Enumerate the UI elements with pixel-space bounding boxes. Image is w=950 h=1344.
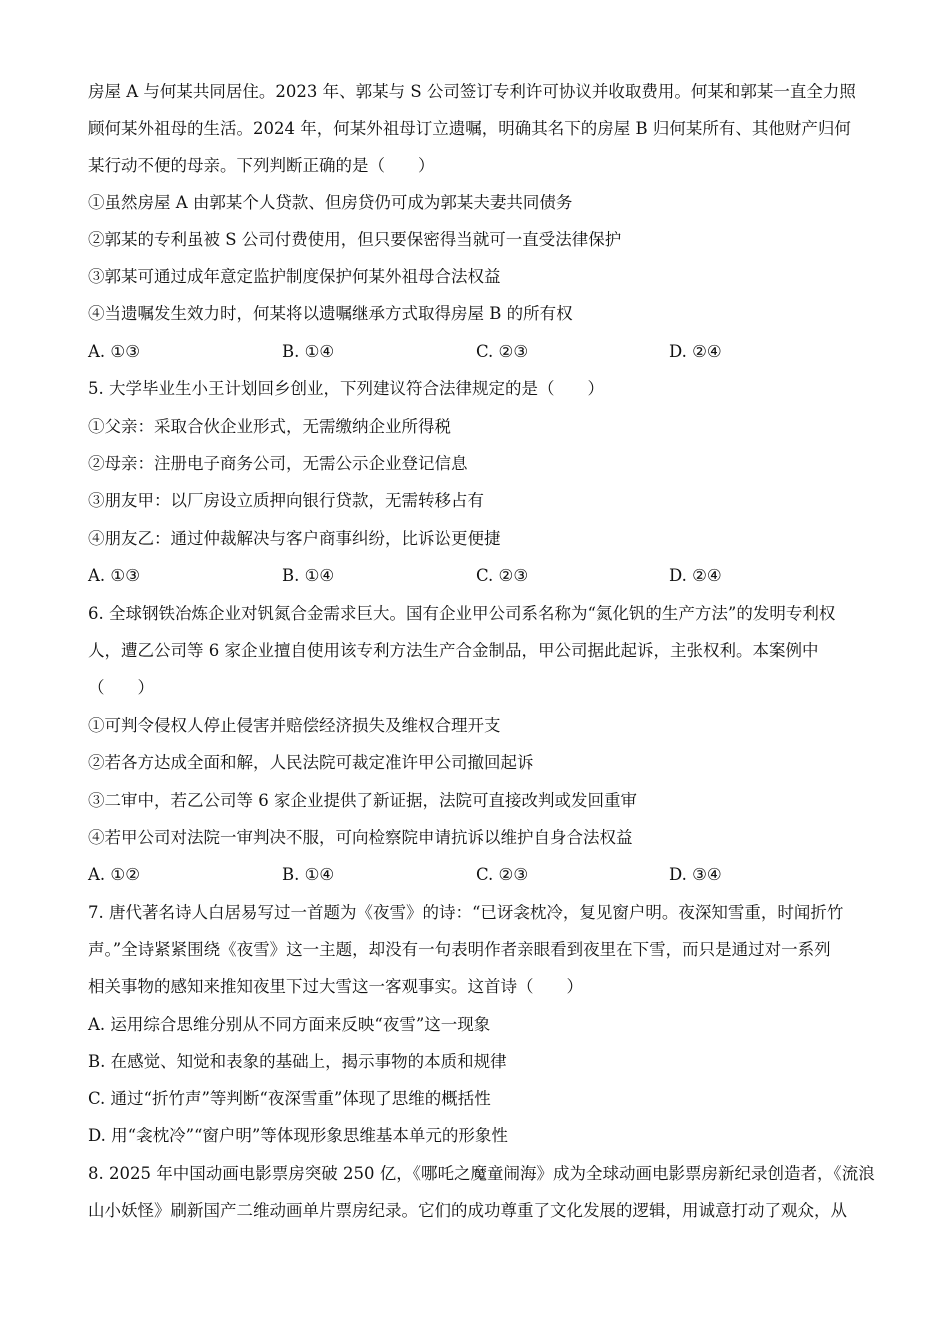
- q5-stem: 5. 大学毕业生小王计划回乡创业，下列建议符合法律规定的是（ ）: [88, 379, 604, 398]
- q6-statement: ④若甲公司对法院一审判决不服，可向检察院申请抗诉以维护自身合法权益: [88, 828, 633, 847]
- q4-statement: ②郭某的专利虽被 S 公司付费使用，但只要保密得当就可一直受法律保护: [88, 230, 622, 249]
- q5-option-c[interactable]: C. ②③: [476, 566, 529, 585]
- q6-stem-line: 6. 全球钢铁冶炼企业对钒氮合金需求巨大。国有企业甲公司系名称为“氮化钒的生产方法”的发明专利权: [88, 604, 836, 623]
- q7-stem-line: 相关事物的感知来推知夜里下过大雪这一客观事实。这首诗（ ）: [88, 977, 583, 996]
- q4-option-b[interactable]: B. ①④: [282, 342, 335, 361]
- q6-stem-line: （ ）: [88, 678, 154, 697]
- q4-option-d[interactable]: D. ②④: [669, 342, 722, 361]
- q5-statement: ①父亲：采取合伙企业形式，无需缴纳企业所得税: [88, 417, 451, 436]
- q4-option-a[interactable]: A. ①③: [88, 342, 140, 361]
- q6-statement: ②若各方达成全面和解，人民法院可裁定准许甲公司撤回起诉: [88, 753, 534, 772]
- q8-stem-line: 8. 2025 年中国动画电影票房突破 250 亿，《哪吒之魔童闹海》成为全球动画电影票房新纪录创造者，《流浪: [88, 1164, 875, 1183]
- q7-option-c[interactable]: C. 通过“折竹声”等判断“夜深雪重”体现了思维的概括性: [88, 1089, 491, 1108]
- q7-option-b[interactable]: B. 在感觉、知觉和表象的基础上，揭示事物的本质和规律: [88, 1052, 507, 1071]
- q4-stem-line: 房屋 A 与何某共同居住。2023 年、郭某与 S 公司签订专利许可协议并收取费用。何某和郭某一直全力照: [88, 82, 856, 101]
- q5-statement: ③朋友甲：以厂房设立质押向银行贷款，无需转移占有: [88, 491, 484, 510]
- q5-statement: ②母亲：注册电子商务公司，无需公示企业登记信息: [88, 454, 468, 473]
- q6-option-d[interactable]: D. ③④: [669, 865, 722, 884]
- q4-statement: ①虽然房屋 A 由郭某个人贷款、但房贷仍可成为郭某夫妻共同债务: [88, 193, 573, 212]
- q7-option-d[interactable]: D. 用“衾枕冷”“窗户明”等体现形象思维基本单元的形象性: [88, 1126, 508, 1145]
- q6-option-c[interactable]: C. ②③: [476, 865, 529, 884]
- q4-stem-line: 顾何某外祖母的生活。2024 年，何某外祖母订立遗嘱，明确其名下的房屋 B 归何某所有、其他财产归何: [88, 119, 851, 138]
- q7-stem-line: 声。”全诗紧紧围绕《夜雪》这一主题，却没有一句表明作者亲眼看到夜里在下雪，而只是通过对一系列: [88, 940, 831, 959]
- q6-option-b[interactable]: B. ①④: [282, 865, 335, 884]
- q4-statement: ④当遗嘱发生效力时，何某将以遗嘱继承方式取得房屋 B 的所有权: [88, 304, 573, 323]
- q7-option-a[interactable]: A. 运用综合思维分别从不同方面来反映“夜雪”这一现象: [88, 1015, 491, 1034]
- q5-option-b[interactable]: B. ①④: [282, 566, 335, 585]
- q4-option-c[interactable]: C. ②③: [476, 342, 529, 361]
- q5-statement: ④朋友乙：通过仲裁解决与客户商事纠纷，比诉讼更便捷: [88, 529, 501, 548]
- q4-statement: ③郭某可通过成年意定监护制度保护何某外祖母合法权益: [88, 267, 501, 286]
- q7-stem-line: 7. 唐代著名诗人白居易写过一首题为《夜雪》的诗：“已讶衾枕冷，复见窗户明。夜深知雪重，时闻折竹: [88, 903, 844, 922]
- q6-stem-line: 人，遭乙公司等 6 家企业擅自使用该专利方法生产合金制品，甲公司据此起诉，主张权利。本案例中: [88, 641, 819, 660]
- q6-option-a[interactable]: A. ①②: [88, 865, 140, 884]
- q6-statement: ③二审中，若乙公司等 6 家企业提供了新证据，法院可直接改判或发回重审: [88, 791, 637, 810]
- q6-statement: ①可判令侵权人停止侵害并赔偿经济损失及维权合理开支: [88, 716, 501, 735]
- q4-stem-line: 某行动不便的母亲。下列判断正确的是（ ）: [88, 156, 435, 175]
- q8-stem-line: 山小妖怪》刷新国产二维动画单片票房纪录。它们的成功尊重了文化发展的逻辑，用诚意打动了观众，从: [88, 1201, 847, 1220]
- q5-option-d[interactable]: D. ②④: [669, 566, 722, 585]
- q5-option-a[interactable]: A. ①③: [88, 566, 140, 585]
